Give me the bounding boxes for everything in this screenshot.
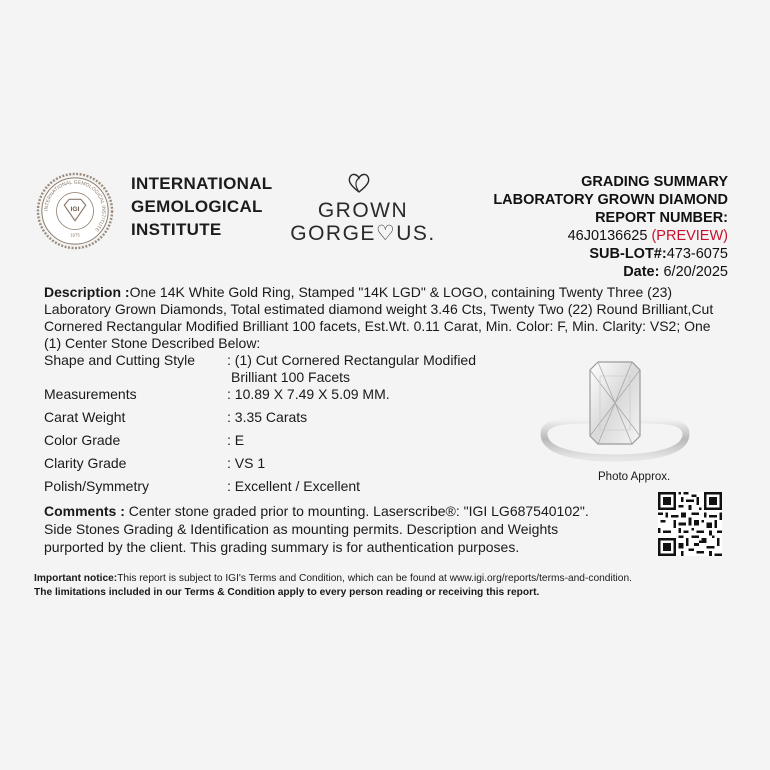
notice-line-1: Important notice:This report is subject to IGI's Terms and Condition, which can be found at www.igi.org/reports/terms-and-condition. bbox=[34, 573, 632, 584]
photo-caption: Photo Approx. bbox=[598, 471, 671, 483]
ring-photo bbox=[540, 356, 690, 464]
comments-label: Comments : bbox=[44, 503, 125, 519]
important-notice bbox=[34, 572, 744, 600]
grown-gorgeous-logo bbox=[288, 199, 438, 245]
grade-label: Measurements bbox=[44, 386, 137, 402]
grade-value: : Excellent / Excellent bbox=[227, 478, 361, 494]
description-text: One 14K White Gold Ring, Stamped "14K LGD" & LOGO, containing Twenty Three (23) Laboratory Grown Diamonds, Total estimated diamond weight 3.46 Cts, Twenty Two (22) Round Brilliant,Cut Cornered Rectangular Modified Brilliant 100 facets, Est.Wt. 0.11 Carat, Min. Color: F, Min. Clarity: VS2; One (1) Center Stone Described Below: bbox=[44, 284, 714, 351]
seal-year: 1975 bbox=[70, 232, 80, 238]
comments-line: purported by the client. This grading summary is for authentication purposes. bbox=[44, 539, 520, 555]
brand-line-1: GROWN bbox=[317, 199, 409, 222]
grading-summary-header bbox=[493, 173, 728, 281]
description-paragraph bbox=[44, 284, 724, 352]
brand-line-2: GORGE♡US. bbox=[290, 222, 436, 245]
notice-label: Important notice: bbox=[34, 573, 118, 584]
igi-seal-logo bbox=[36, 172, 114, 250]
date-line: Date: 6/20/2025 bbox=[623, 264, 728, 280]
grade-label: Color Grade bbox=[44, 432, 121, 448]
comments-line: Comments : Center stone graded prior to mounting. Laserscribe®: "IGI LG687540102". bbox=[44, 503, 589, 519]
notice-line-2: The limitations included in our Terms & Condition apply to every person reading or receiving this report. bbox=[34, 587, 540, 598]
grade-value: : VS 1 bbox=[227, 455, 266, 471]
report-number: 46J0136625 bbox=[567, 228, 648, 244]
grade-label: Carat Weight bbox=[44, 409, 126, 425]
brand-heart-glyph: ♡ bbox=[375, 222, 397, 245]
report-number-line bbox=[493, 227, 728, 245]
grade-label: Shape and Cutting Style bbox=[44, 352, 195, 368]
sublot-line: SUB-LOT#:473-6075 bbox=[589, 246, 728, 262]
igi-name-line: INSTITUTE bbox=[131, 220, 222, 239]
qr-code[interactable] bbox=[658, 492, 722, 556]
grade-value: : 10.89 X 7.49 X 5.09 MM. bbox=[227, 386, 390, 402]
grade-label: Clarity Grade bbox=[44, 455, 127, 471]
igi-institute-name bbox=[131, 172, 272, 241]
grade-value: : 3.35 Carats bbox=[227, 409, 308, 425]
sublot-value: 473-6075 bbox=[666, 246, 728, 262]
summary-subtitle: LABORATORY GROWN DIAMOND bbox=[493, 192, 728, 208]
seal-center-text: IGI bbox=[70, 206, 80, 213]
description-label: Description : bbox=[44, 284, 130, 300]
igi-name-line: GEMOLOGICAL bbox=[131, 197, 263, 216]
summary-title: GRADING SUMMARY bbox=[581, 174, 728, 190]
seal-ring-text: INTERNATIONAL GEMOLOGICAL INSTITUTE bbox=[43, 179, 107, 233]
report-number-label: REPORT NUMBER: bbox=[595, 210, 728, 226]
grade-value: : E bbox=[227, 432, 245, 448]
date-value: 6/20/2025 bbox=[663, 264, 728, 280]
heart-icon bbox=[346, 172, 372, 194]
grade-label: Polish/Symmetry bbox=[44, 478, 150, 494]
preview-badge: (PREVIEW) bbox=[651, 228, 728, 244]
comments-line: Side Stones Grading & Identification as mounting permits. Description and Weights bbox=[44, 521, 559, 537]
grade-value: : (1) Cut Cornered Rectangular Modified Brilliant 100 Facets bbox=[227, 352, 477, 385]
comments-paragraph bbox=[44, 502, 654, 556]
igi-name-line: INTERNATIONAL bbox=[131, 174, 273, 193]
